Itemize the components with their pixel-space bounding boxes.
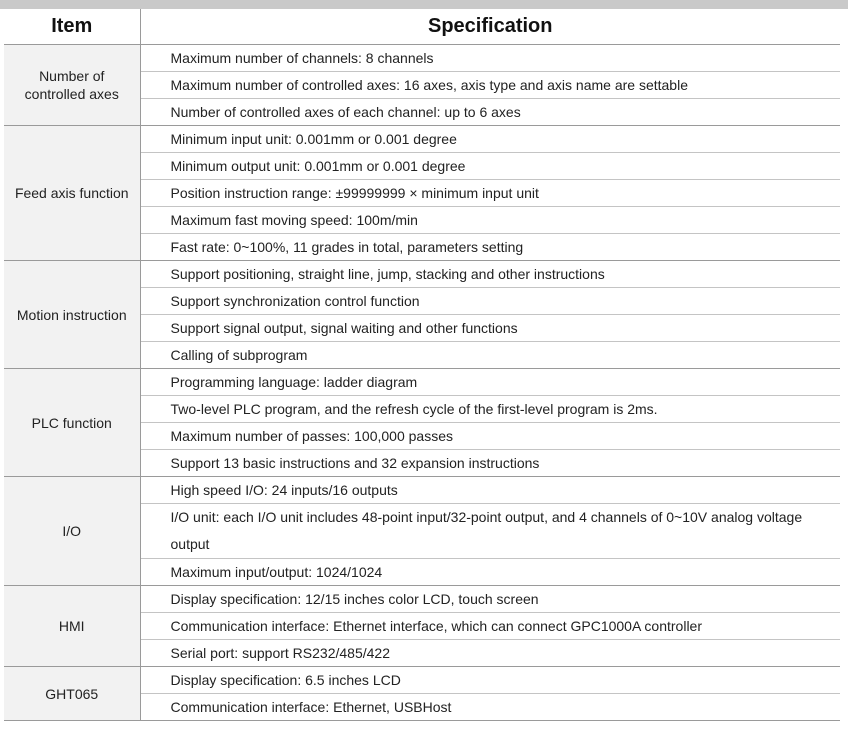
spec-cell: High speed I/O: 24 inputs/16 outputs xyxy=(140,477,840,504)
table-row xyxy=(4,261,840,288)
table-row xyxy=(4,126,840,153)
spec-cell: Position instruction range: ±99999999 × minimum input unit xyxy=(140,180,840,207)
top-bar xyxy=(0,0,848,9)
spec-cell: Support positioning, straight line, jump, stacking and other instructions xyxy=(140,261,840,288)
spec-cell: I/O unit: each I/O unit includes 48-point input/32-point output, and 4 channels of 0~10V analog voltage output xyxy=(140,504,840,559)
table-row xyxy=(4,586,840,613)
spec-cell: Fast rate: 0~100%, 11 grades in total, parameters setting xyxy=(140,234,840,261)
spec-cell: Number of controlled axes of each channel: up to 6 axes xyxy=(140,99,840,126)
spec-cell: Display specification: 6.5 inches LCD xyxy=(140,667,840,694)
item-cell: Number of controlled axes xyxy=(4,45,140,126)
item-cell: HMI xyxy=(4,586,140,667)
spec-cell: Display specification: 12/15 inches color LCD, touch screen xyxy=(140,586,840,613)
item-cell: GHT065 xyxy=(4,667,140,721)
item-cell: I/O xyxy=(4,477,140,586)
item-cell: Feed axis function xyxy=(4,126,140,261)
table-row xyxy=(4,369,840,396)
spec-table xyxy=(4,9,840,721)
item-cell: PLC function xyxy=(4,369,140,477)
spec-cell: Support synchronization control function xyxy=(140,288,840,315)
table-row xyxy=(4,477,840,504)
table-row xyxy=(4,45,840,72)
spec-cell: Maximum fast moving speed: 100m/min xyxy=(140,207,840,234)
spec-cell: Serial port: support RS232/485/422 xyxy=(140,640,840,667)
spec-cell: Communication interface: Ethernet, USBHost xyxy=(140,694,840,721)
spec-cell: Maximum number of controlled axes: 16 axes, axis type and axis name are settable xyxy=(140,72,840,99)
spec-cell: Minimum output unit: 0.001mm or 0.001 degree xyxy=(140,153,840,180)
spec-cell: Maximum number of channels: 8 channels xyxy=(140,45,840,72)
spec-cell: Communication interface: Ethernet interface, which can connect GPC1000A controller xyxy=(140,613,840,640)
spec-cell: Minimum input unit: 0.001mm or 0.001 degree xyxy=(140,126,840,153)
header-specification: Specification xyxy=(140,9,840,45)
spec-cell: Support 13 basic instructions and 32 expansion instructions xyxy=(140,450,840,477)
item-cell: Motion instruction xyxy=(4,261,140,369)
table-row xyxy=(4,667,840,694)
header-item: Item xyxy=(4,9,140,45)
header-row xyxy=(4,9,840,45)
spec-cell: Programming language: ladder diagram xyxy=(140,369,840,396)
spec-cell: Maximum number of passes: 100,000 passes xyxy=(140,423,840,450)
spec-cell: Two-level PLC program, and the refresh cycle of the first-level program is 2ms. xyxy=(140,396,840,423)
spec-cell: Maximum input/output: 1024/1024 xyxy=(140,559,840,586)
spec-cell: Support signal output, signal waiting and other functions xyxy=(140,315,840,342)
spec-cell: Calling of subprogram xyxy=(140,342,840,369)
